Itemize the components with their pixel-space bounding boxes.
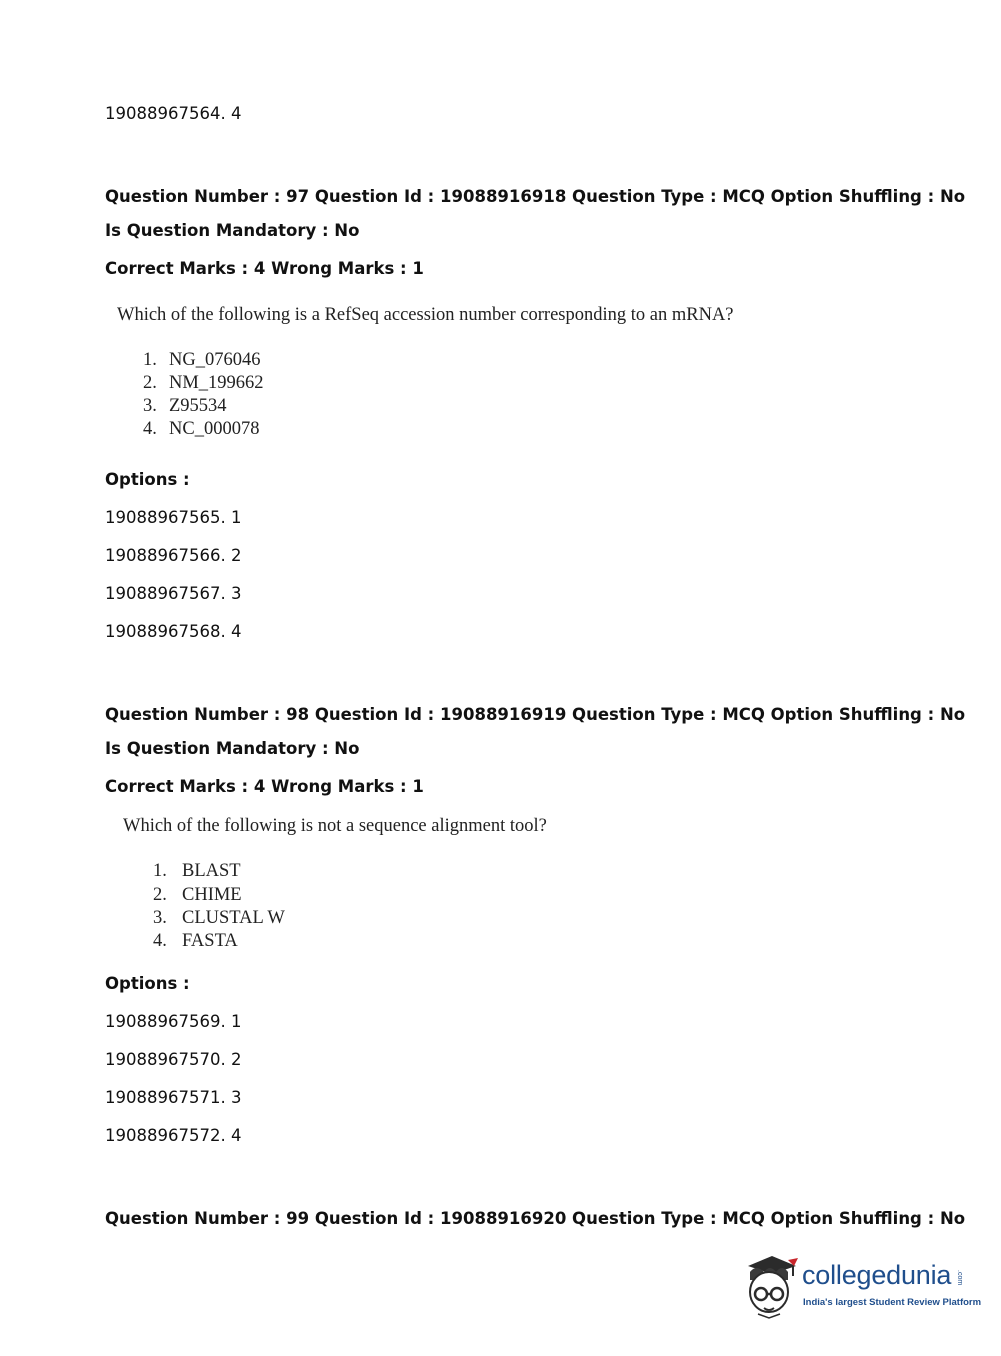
choice-item: 4. FASTA	[153, 931, 238, 951]
question-mandatory: Is Question Mandatory : No	[105, 739, 360, 758]
logo-tagline: India's largest Student Review Platform	[803, 1297, 982, 1308]
choice-item: 3. Z95534	[143, 396, 227, 416]
collegedunia-logo	[742, 1250, 982, 1320]
choice-item: 1. NG_076046	[143, 350, 261, 370]
question-mandatory: Is Question Mandatory : No	[105, 221, 360, 240]
question-text: Which of the following is a RefSeq accession number corresponding to an mRNA?	[117, 305, 734, 325]
logo-suffix: .com	[956, 1270, 963, 1286]
question-marks: Correct Marks : 4 Wrong Marks : 1	[105, 777, 424, 796]
logo-wordmark: collegedunia	[802, 1260, 952, 1290]
option-line: 19088967568. 4	[105, 622, 242, 641]
choice-item: 3. CLUSTAL W	[153, 908, 285, 928]
option-line: 19088967572. 4	[105, 1126, 242, 1145]
question-header: Question Number : 97 Question Id : 19088916918 Question Type : MCQ Option Shuffling : No	[105, 187, 966, 206]
options-label: Options :	[105, 470, 190, 489]
options-label: Options :	[105, 974, 190, 993]
option-line: 19088967569. 1	[105, 1012, 242, 1031]
option-line: 19088967565. 1	[105, 508, 242, 527]
option-line: 19088967571. 3	[105, 1088, 242, 1107]
option-line: 19088967570. 2	[105, 1050, 242, 1069]
question-marks: Correct Marks : 4 Wrong Marks : 1	[105, 259, 424, 278]
mascot-icon	[742, 1250, 804, 1320]
option-line: 19088967566. 2	[105, 546, 242, 565]
question-header: Question Number : 98 Question Id : 19088916919 Question Type : MCQ Option Shuffling : No	[105, 705, 966, 724]
question-text: Which of the following is not a sequence alignment tool?	[123, 816, 547, 836]
choice-item: 2. NM_199662	[143, 373, 264, 393]
question-header: Question Number : 99 Question Id : 19088916920 Question Type : MCQ Option Shuffling : No	[105, 1209, 966, 1228]
choice-item: 4. NC_000078	[143, 419, 260, 439]
choice-item: 2. CHIME	[153, 885, 242, 905]
choice-item: 1. BLAST	[153, 861, 241, 881]
option-line: 19088967567. 3	[105, 584, 242, 603]
option-line: 19088967564. 4	[105, 104, 242, 123]
